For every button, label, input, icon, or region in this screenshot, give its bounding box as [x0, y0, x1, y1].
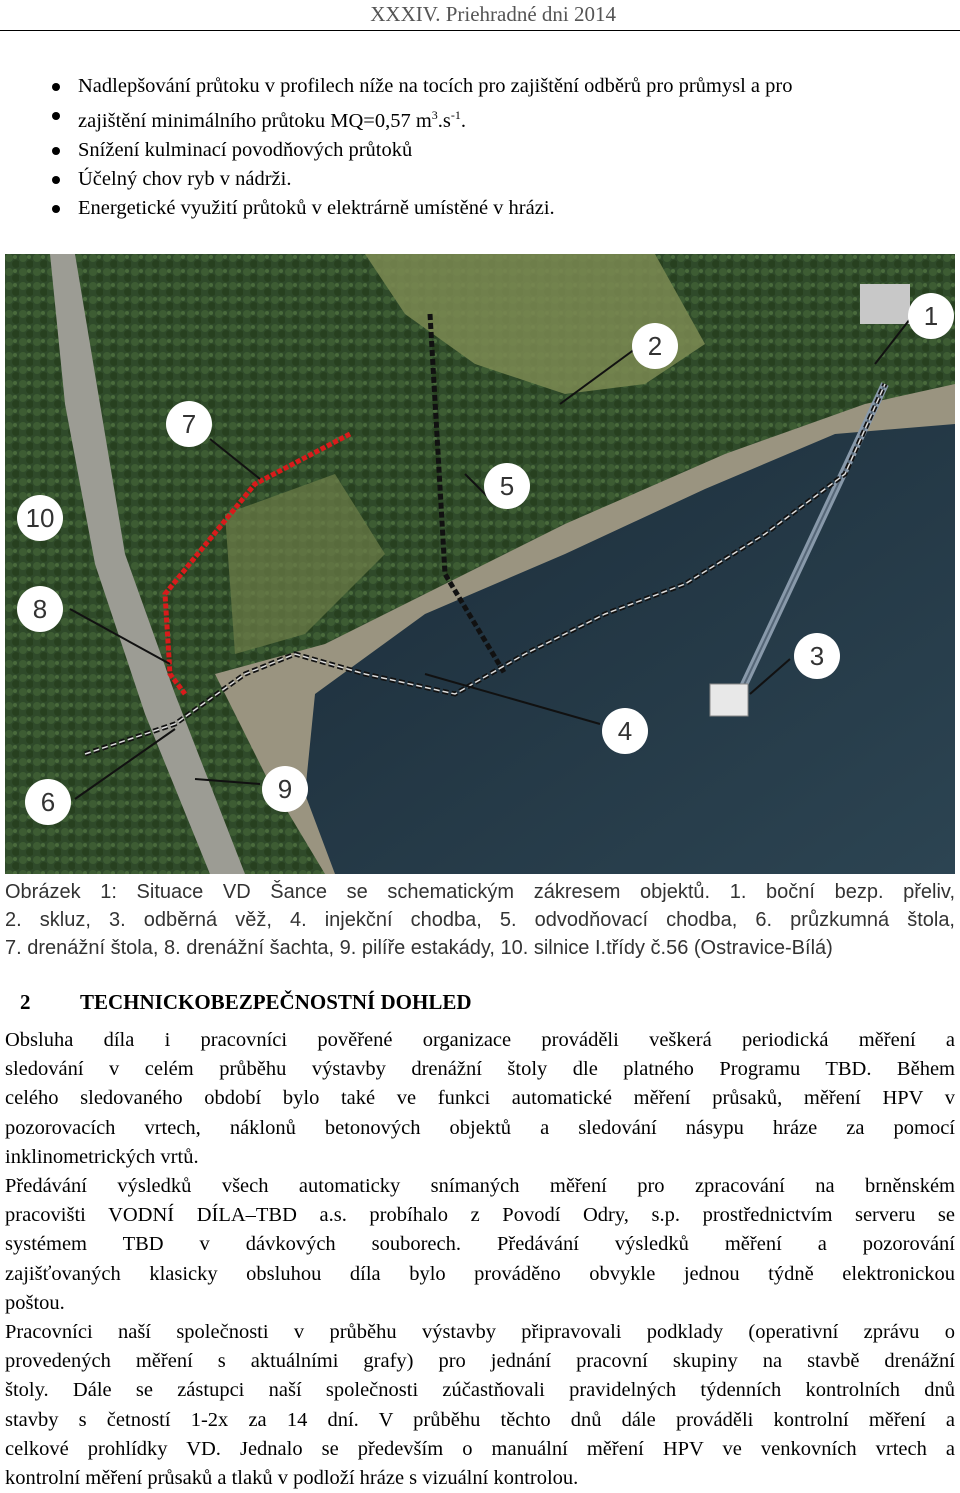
marker-4 — [602, 708, 648, 754]
text-line: zajišťovaných klasicky obsluhou díla bylo prováděno obvykle jednou týdně elektronickou — [5, 1262, 955, 1285]
text-line: Předávání výsledků všech automaticky snímaných měření pro zpracování na brněnském — [5, 1175, 955, 1198]
marker-3 — [794, 633, 840, 679]
svg-text:4: 4 — [617, 716, 633, 746]
bullet-list — [52, 72, 956, 223]
aerial-site-map — [5, 254, 955, 874]
header-title: XXXIV. Priehradné dni 2014 — [370, 2, 616, 26]
svg-text:1: 1 — [923, 301, 939, 331]
bullet-item: Snížení kulminací povodňových průtoků — [52, 136, 956, 165]
text-line: Obsluha díla i pracovníci pověřené organizace prováděli veškerá periodická měření a — [5, 1029, 955, 1051]
text-line: štoly. Dále se zástupci naší společnosti zúčastňovali pravidelných týdenních kontrolních dnů — [5, 1379, 955, 1402]
text-line: poštou. — [5, 1291, 65, 1314]
text-line: Pracovníci naší společnosti v průběhu výstavby připravovali podklady (operativní zprávu o — [5, 1321, 955, 1344]
caption-line: 7. drenážní štola, 8. drenážní šachta, 9. pilíře estakády, 10. silnice I.třídy č.56 (Ostravice-Bílá) — [5, 937, 833, 959]
svg-text:7: 7 — [181, 409, 197, 439]
text-line: celkové prohlídky VD. Jednalo se především o manuální měření HPV ve venkovních vrtech a — [5, 1437, 955, 1460]
svg-text:5: 5 — [499, 471, 515, 501]
text-line: sledování v celém průběhu výstavby drenážní štoly dle platného Programu TBD. Během — [5, 1058, 955, 1081]
spillway-building — [860, 284, 910, 324]
caption-line: 2. skluz, 3. odběrná věž, 4. injekční chodba, 5. odvodňovací chodba, 6. průzkumná štola, — [5, 909, 955, 931]
marker-2 — [632, 323, 678, 369]
caption-line: Obrázek 1: Situace VD Šance se schematickým zákresem objektů. 1. boční bezp. přeliv, — [5, 881, 955, 903]
section-number: 2 — [20, 990, 31, 1014]
text-line: pozorovacích vrtech, náklonů betonových objektů a sledování násypu hráze za pomocí — [5, 1116, 955, 1139]
bullet-item: Účelný chov ryb v nádrži. — [52, 165, 956, 194]
paragraph — [5, 1172, 955, 1318]
marker-8 — [17, 586, 63, 632]
text-line: provedených měření s aktuálními grafy) pro jednání pracovní skupiny na stavbě drenážní — [5, 1350, 955, 1373]
paragraph — [5, 1026, 955, 1172]
text-line: inklinometrických vrtů. — [5, 1145, 199, 1168]
bullet-item: Energetické využití průtoků v elektrárně umístěné v hrázi. — [52, 194, 956, 223]
svg-text:10: 10 — [25, 503, 55, 533]
marker-10 — [17, 495, 63, 541]
marker-1 — [908, 293, 954, 339]
marker-6 — [25, 779, 71, 825]
text-line: systémem TBD v dávkových souborech. Předávání výsledků měření a pozorování — [5, 1233, 955, 1256]
body-text — [5, 1026, 955, 1493]
paragraph — [5, 1318, 955, 1493]
bullet-item: Nadlepšování průtoku v profilech níže na tocích pro zajištění odběrů pro průmysl a pro — [52, 72, 956, 101]
section-heading — [5, 990, 955, 1015]
bullet-item-continued — [52, 101, 956, 136]
page-header — [0, 0, 960, 31]
svg-text:6: 6 — [40, 787, 56, 817]
text-line: pracovišti VODNÍ DÍLA–TBD a.s. probíhalo z Povodí Odry, s.p. prostřednictvím serveru se — [5, 1204, 955, 1227]
svg-text:9: 9 — [277, 774, 293, 804]
marker-5 — [484, 463, 530, 509]
bullet-continuation: zajištění minimálního průtoku MQ=0,57 $m^3.s^{-1}$. — [78, 108, 466, 132]
svg-text:2: 2 — [647, 331, 663, 361]
text-line: celého sledovaného období bylo také ve funkci automatické měření průsaků, měření HPV v — [5, 1087, 955, 1110]
section-title: TECHNICKOBEZPEČNOSTNÍ DOHLED — [80, 990, 472, 1014]
svg-text:3: 3 — [809, 641, 825, 671]
svg-text:8: 8 — [32, 594, 48, 624]
map-svg — [5, 254, 955, 874]
text-line: kontrolní měření průsaků a tlaků v podloží hráze s vizuální kontrolou. — [5, 1467, 579, 1490]
marker-7 — [166, 401, 212, 447]
intake-tower — [710, 684, 748, 716]
text-line: stavby s četností 1-2x za 14 dní. V průběhu těchto dnů dále prováděli kontrolní měření a — [5, 1408, 955, 1431]
marker-9 — [262, 766, 308, 812]
figure-caption — [5, 878, 955, 962]
